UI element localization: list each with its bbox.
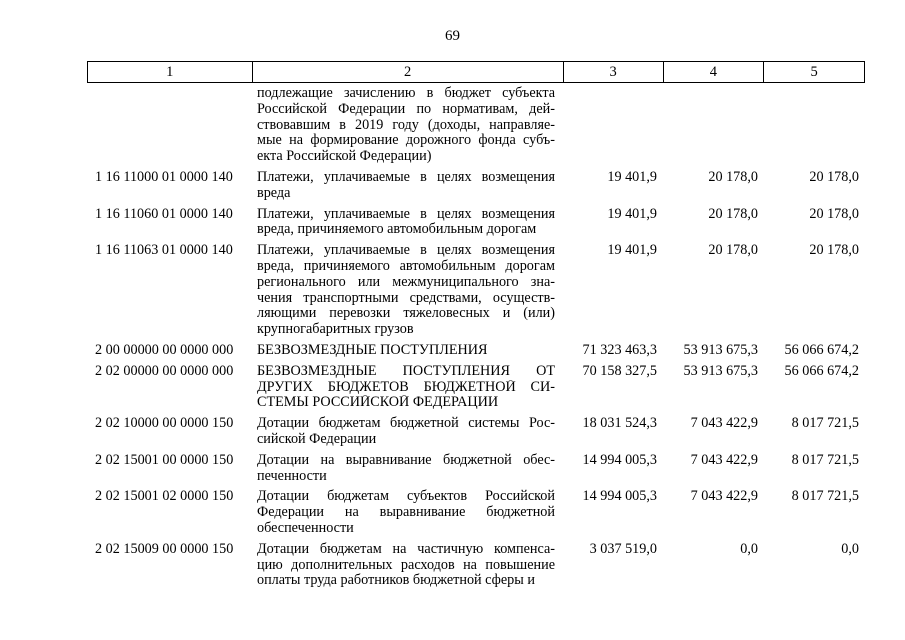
row-name-line: Федерации на выравнивание бюджетной [257, 505, 555, 521]
row-code: 2 02 15001 00 0000 150 [95, 451, 234, 468]
row-name-line: Российской Федерации по нормативам, дей- [257, 101, 555, 117]
row-value-col-3: 19 401,9 [607, 168, 657, 185]
table-row [87, 207, 865, 239]
table-row [87, 489, 865, 536]
header-col-3: 3 [563, 62, 663, 82]
row-value-col-3: 14 994 005,3 [582, 451, 657, 468]
row-name-line: обеспеченности [257, 520, 354, 536]
row-value-col-3: 71 323 463,3 [582, 341, 657, 358]
row-name-line: подлежащие зачислению в бюджет субъекта [257, 86, 555, 101]
table-body [87, 86, 865, 589]
row-name [251, 416, 563, 448]
row-value-col-5: 56 066 674,2 [784, 362, 859, 379]
row-name-line: Дотации на выравнивание бюджетной обес- [257, 452, 555, 468]
row-value-col-4 [663, 86, 764, 165]
row-name [251, 453, 563, 485]
row-value-col-5: 20 178,0 [809, 205, 859, 222]
row-value-col-5 [764, 86, 865, 165]
row-value-col-4: 20 178,0 [708, 205, 758, 222]
row-code: 2 02 00000 00 0000 000 [95, 362, 234, 379]
table-row [87, 86, 865, 165]
row-value-col-3: 3 037 519,0 [589, 540, 657, 557]
row-name-line: вреда, причиняемого автомобильным дорогам [257, 258, 555, 274]
row-name-line: ляющими перевозки тяжеловесных и (или) [257, 306, 555, 322]
row-code: 2 02 10000 00 0000 150 [95, 415, 234, 432]
row-name-line: сийской Федерации [257, 431, 377, 447]
row-name-line: ствовавшим в 2019 году (доходы, направляе- [257, 117, 555, 133]
table-header [87, 61, 865, 83]
table-row [87, 416, 865, 448]
row-name-line: Платежи, уплачиваемые в целях возмещения [257, 243, 555, 259]
row-value-col-5: 8 017 721,5 [791, 488, 859, 505]
row-value-col-5: 8 017 721,5 [791, 415, 859, 432]
row-name-line: СТЕМЫ РОССИЙСКОЙ ФЕДЕРАЦИИ [257, 395, 499, 411]
row-value-col-3: 19 401,9 [607, 205, 657, 222]
row-name-line: цию дополнительных расходов на повышение [257, 557, 555, 573]
header-col-1: 1 [166, 63, 174, 80]
row-value-col-5: 20 178,0 [809, 168, 859, 185]
row-value-col-5: 0,0 [841, 540, 859, 557]
row-value-col-4: 20 178,0 [708, 168, 758, 185]
row-value-col-4: 0,0 [740, 540, 758, 557]
row-name [251, 343, 563, 359]
row-value-col-4: 7 043 422,9 [690, 415, 758, 432]
row-name-line: Дотации бюджетам бюджетной системы Рос- [257, 416, 555, 432]
row-code: 2 02 15001 02 0000 150 [95, 488, 234, 505]
row-value-col-3: 14 994 005,3 [582, 488, 657, 505]
row-name-line: Платежи, уплачиваемые в целях возмещения [257, 206, 555, 222]
row-value-col-3: 70 158 327,5 [582, 362, 657, 379]
row-value-col-4: 20 178,0 [708, 242, 758, 259]
row-name-line: оплаты труда работников бюджетной сферы и [257, 573, 535, 589]
row-name [251, 364, 563, 411]
row-value-col-5: 20 178,0 [809, 242, 859, 259]
row-name [251, 86, 563, 165]
header-col-2: 2 [252, 62, 563, 82]
table-row [87, 542, 865, 589]
table-row [87, 243, 865, 338]
row-name-line: БЕЗВОЗМЕЗДНЫЕ ПОСТУПЛЕНИЯ [257, 342, 488, 358]
header-col-4: 4 [663, 62, 764, 82]
row-name-line: вреда, причиняемого автомобильным дорогам [257, 222, 537, 238]
row-name-line: екта Российской Федерации) [257, 149, 432, 165]
table-row [87, 343, 865, 359]
row-name-line: Дотации бюджетам на частичную компенса- [257, 541, 555, 557]
row-code: 2 00 00000 00 0000 000 [95, 341, 234, 358]
row-name [251, 207, 563, 239]
row-code [87, 86, 251, 165]
row-name [251, 243, 563, 338]
row-name-line: вреда [257, 185, 291, 201]
row-value-col-4: 7 043 422,9 [690, 488, 758, 505]
page-number: 69 [445, 28, 460, 44]
row-code: 2 02 15009 00 0000 150 [95, 540, 234, 557]
row-value-col-4: 53 913 675,3 [683, 341, 758, 358]
table-row [87, 453, 865, 485]
table-row [87, 364, 865, 411]
row-name-line: крупногабаритных грузов [257, 322, 414, 338]
row-value-col-3: 18 031 524,3 [582, 415, 657, 432]
row-name [251, 489, 563, 536]
row-name-line: ДРУГИХ БЮДЖЕТОВ БЮДЖЕТНОЙ СИ- [257, 379, 555, 395]
row-name-line: чения транспортными средствами, осуществ- [257, 290, 555, 306]
row-code: 1 16 11060 01 0000 140 [95, 205, 233, 222]
table-row [87, 170, 865, 202]
row-value-col-5: 56 066 674,2 [784, 341, 859, 358]
row-name-line: мые на формирование дорожного фонда субъ- [257, 133, 555, 149]
row-value-col-4: 53 913 675,3 [683, 362, 758, 379]
row-name-line: БЕЗВОЗМЕЗДНЫЕ ПОСТУПЛЕНИЯ ОТ [257, 363, 555, 379]
row-name-line: Дотации бюджетам субъектов Российской [257, 489, 555, 505]
row-name-line: регионального или межмуниципального зна- [257, 274, 555, 290]
row-name-line: печенности [257, 468, 327, 484]
row-code: 1 16 11000 01 0000 140 [95, 168, 233, 185]
row-name [251, 170, 563, 202]
row-value-col-3: 19 401,9 [607, 242, 657, 259]
header-col-5: 5 [763, 62, 864, 82]
row-name-line: Платежи, уплачиваемые в целях возмещения [257, 169, 555, 185]
row-code: 1 16 11063 01 0000 140 [95, 242, 233, 259]
row-name [251, 542, 563, 589]
row-value-col-3 [563, 86, 663, 165]
row-value-col-4: 7 043 422,9 [690, 451, 758, 468]
row-value-col-5: 8 017 721,5 [791, 451, 859, 468]
